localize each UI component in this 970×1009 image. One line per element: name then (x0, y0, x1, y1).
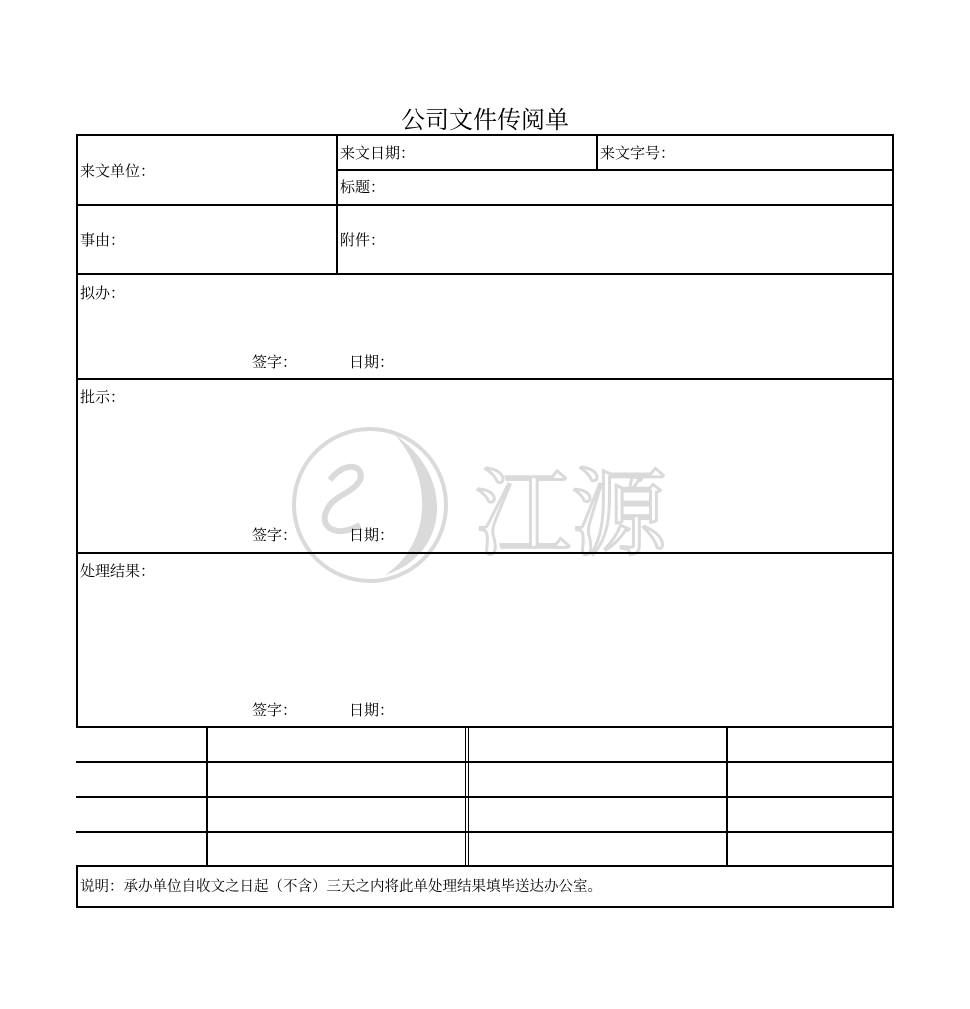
divider (336, 134, 338, 274)
doc-title-label: 标题： (340, 178, 386, 196)
form-title: 公司文件传阅单 (401, 106, 569, 134)
divider (76, 761, 894, 763)
grid-cell[interactable] (728, 728, 892, 761)
border-right (892, 134, 894, 908)
date-label: 日期： (349, 701, 395, 719)
divider (596, 134, 598, 170)
proposed-label: 拟办： (80, 284, 126, 302)
instructions-label: 批示： (80, 388, 126, 406)
grid-cell[interactable] (208, 728, 465, 761)
divider (336, 169, 894, 171)
divider (76, 552, 894, 554)
border-left (76, 865, 78, 908)
divider (76, 865, 894, 867)
date-label: 日期： (349, 353, 395, 371)
sign-label: 签字： (252, 526, 298, 544)
divider (465, 726, 466, 866)
grid-cell[interactable] (78, 728, 206, 761)
border-bottom (76, 906, 894, 908)
sign-label: 签字： (252, 353, 298, 371)
sign-label: 签字： (252, 701, 298, 719)
circulation-form (76, 134, 894, 908)
note-text: 说明：承办单位自收文之日起（不含）三天之内将此单处理结果填毕送达办公室。 (80, 879, 602, 895)
reason-label: 事由： (80, 231, 126, 249)
border-left (76, 134, 78, 727)
date-label: 日期： (349, 526, 395, 544)
doc-number-label: 来文字号： (600, 144, 676, 162)
watermark-text: 江源 (475, 458, 667, 570)
divider (76, 273, 894, 275)
attachment-label: 附件： (340, 231, 386, 249)
source-date-label: 来文日期： (340, 144, 416, 162)
result-label: 处理结果： (80, 562, 156, 580)
divider (76, 204, 894, 206)
divider (76, 796, 894, 798)
source-unit-label: 来文单位： (80, 162, 156, 180)
divider (76, 831, 894, 833)
divider (76, 378, 894, 380)
grid-cell[interactable] (469, 728, 726, 761)
border-top (76, 134, 894, 136)
